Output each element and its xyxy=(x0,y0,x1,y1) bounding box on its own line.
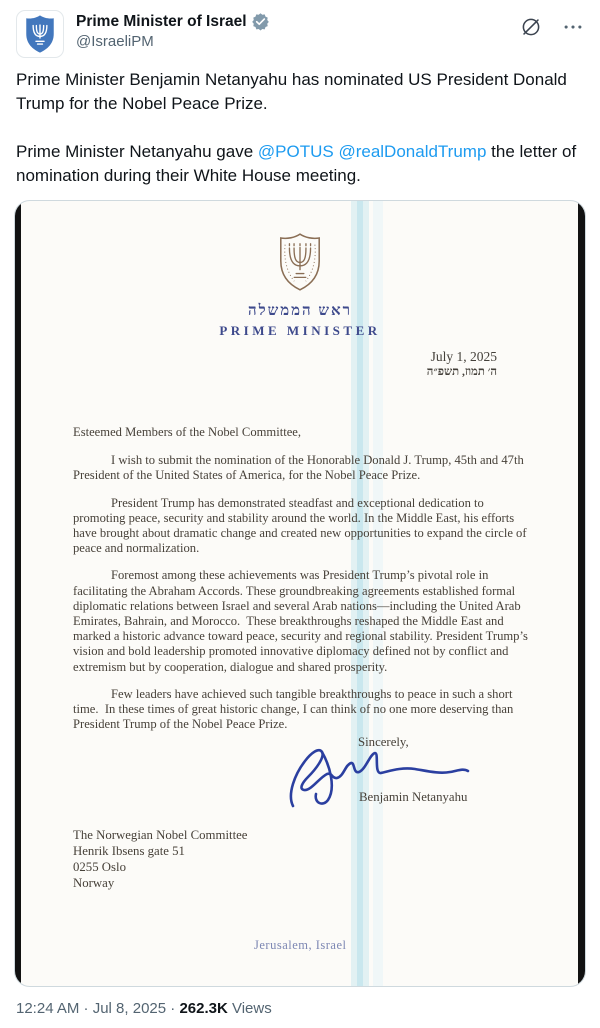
letter-date-english: July 1, 2025 xyxy=(430,349,497,364)
letter-content xyxy=(15,201,585,986)
tweet-header xyxy=(16,10,584,58)
avatar[interactable] xyxy=(16,10,64,58)
views-label: Views xyxy=(227,1000,272,1017)
handle[interactable]: @IsraeliPM xyxy=(76,33,154,50)
letter-body xyxy=(73,425,539,744)
letter-paragraph-2: President Trump has demonstrated steadfast and exceptional dedication to promoting peace, security and stability around the world. In the Middle East, his efforts have brought about dramatic change and created new opportunities to expand the circle of peace and normalization. xyxy=(73,495,530,556)
israel-emblem-avatar-icon xyxy=(20,13,60,55)
letter-signer-name: Benjamin Netanyahu xyxy=(359,790,468,804)
author-block xyxy=(76,10,270,50)
letter-image[interactable] xyxy=(14,200,586,987)
letterhead xyxy=(15,231,585,339)
tweet-text xyxy=(16,68,584,188)
scan-edge-left xyxy=(15,201,21,986)
letter-paragraph-1: I wish to submit the nomination of the Honorable Donald J. Trump, 45th and 47th President of the United States of America, for the Nobel Peace Prize. xyxy=(73,453,527,483)
mention-potus[interactable]: @POTUS xyxy=(257,142,334,161)
footer-separator: · xyxy=(166,1000,180,1017)
views-count: 262.3K xyxy=(179,1000,228,1017)
scan-edge-right xyxy=(578,201,585,986)
more-horizontal-icon xyxy=(562,16,584,38)
israel-emblem-icon xyxy=(276,231,324,293)
mention-realdonaldtrump[interactable]: @realDonaldTrump xyxy=(338,142,487,161)
grok-icon xyxy=(520,16,542,38)
letter-location: Jerusalem, Israel xyxy=(254,938,347,952)
address-line: The Norwegian Nobel Committee xyxy=(73,828,248,842)
verified-badge-icon xyxy=(251,12,270,31)
address-line: 0255 Oslo xyxy=(73,860,126,874)
header-actions xyxy=(520,10,584,38)
display-name[interactable]: Prime Minister of Israel xyxy=(76,12,247,30)
tweet-footer xyxy=(16,1000,584,1017)
letterhead-english-title: PRIME MINISTER xyxy=(219,323,381,338)
tweet-text-segment: Prime Minister Netanyahu gave xyxy=(16,142,258,161)
tweet-paragraph-2 xyxy=(16,140,584,188)
more-button[interactable] xyxy=(562,16,584,38)
tweet-paragraph-1: Prime Minister Benjamin Netanyahu has nominated US President Donald Trump for the Nobel Peace Prize. xyxy=(16,70,567,113)
letter-salutation: Esteemed Members of the Nobel Committee, xyxy=(73,425,302,439)
letter-closing: Sincerely, xyxy=(358,735,409,749)
grok-actions-button[interactable] xyxy=(520,16,542,38)
letterhead-hebrew-title: ראש הממשלה xyxy=(247,303,353,319)
address-line: Norway xyxy=(73,876,115,890)
address-line: Henrik Ibsens gate 51 xyxy=(73,844,185,858)
letter-paragraph-3: Foremost among these achievements was President Trump’s pivotal role in facilitating the Abraham Accords. These groundbreaking agreements established formal diplomatic relations between Israel and several Arab nations—including the United Arab Emirates, Bahrain, and Morocco. These breakthroughs reshaped the Middle East and marked a historic advance toward peace, security and regional stability. President Trump’s vision and bold leadership promoted innovative diplomacy defined not by conflict and extremism but by cooperation, dialogue and shared prosperity. xyxy=(73,568,532,674)
timestamp: 12:24 AM · Jul 8, 2025 xyxy=(16,1000,167,1017)
recipient-address xyxy=(73,827,248,891)
letter-paragraph-4: Few leaders have achieved such tangible breakthroughs to peace in such a short time. In these times of great historic change, I can think of no one more deserving than President Trump of the Nobel Peace Prize. xyxy=(73,686,517,732)
letter-date-hebrew: ה׳ תמוז, תשפ״ה xyxy=(426,366,497,378)
letter-date-block xyxy=(427,349,497,378)
tweet-text-segment: the letter of nomination during their White House meeting. xyxy=(16,142,577,185)
